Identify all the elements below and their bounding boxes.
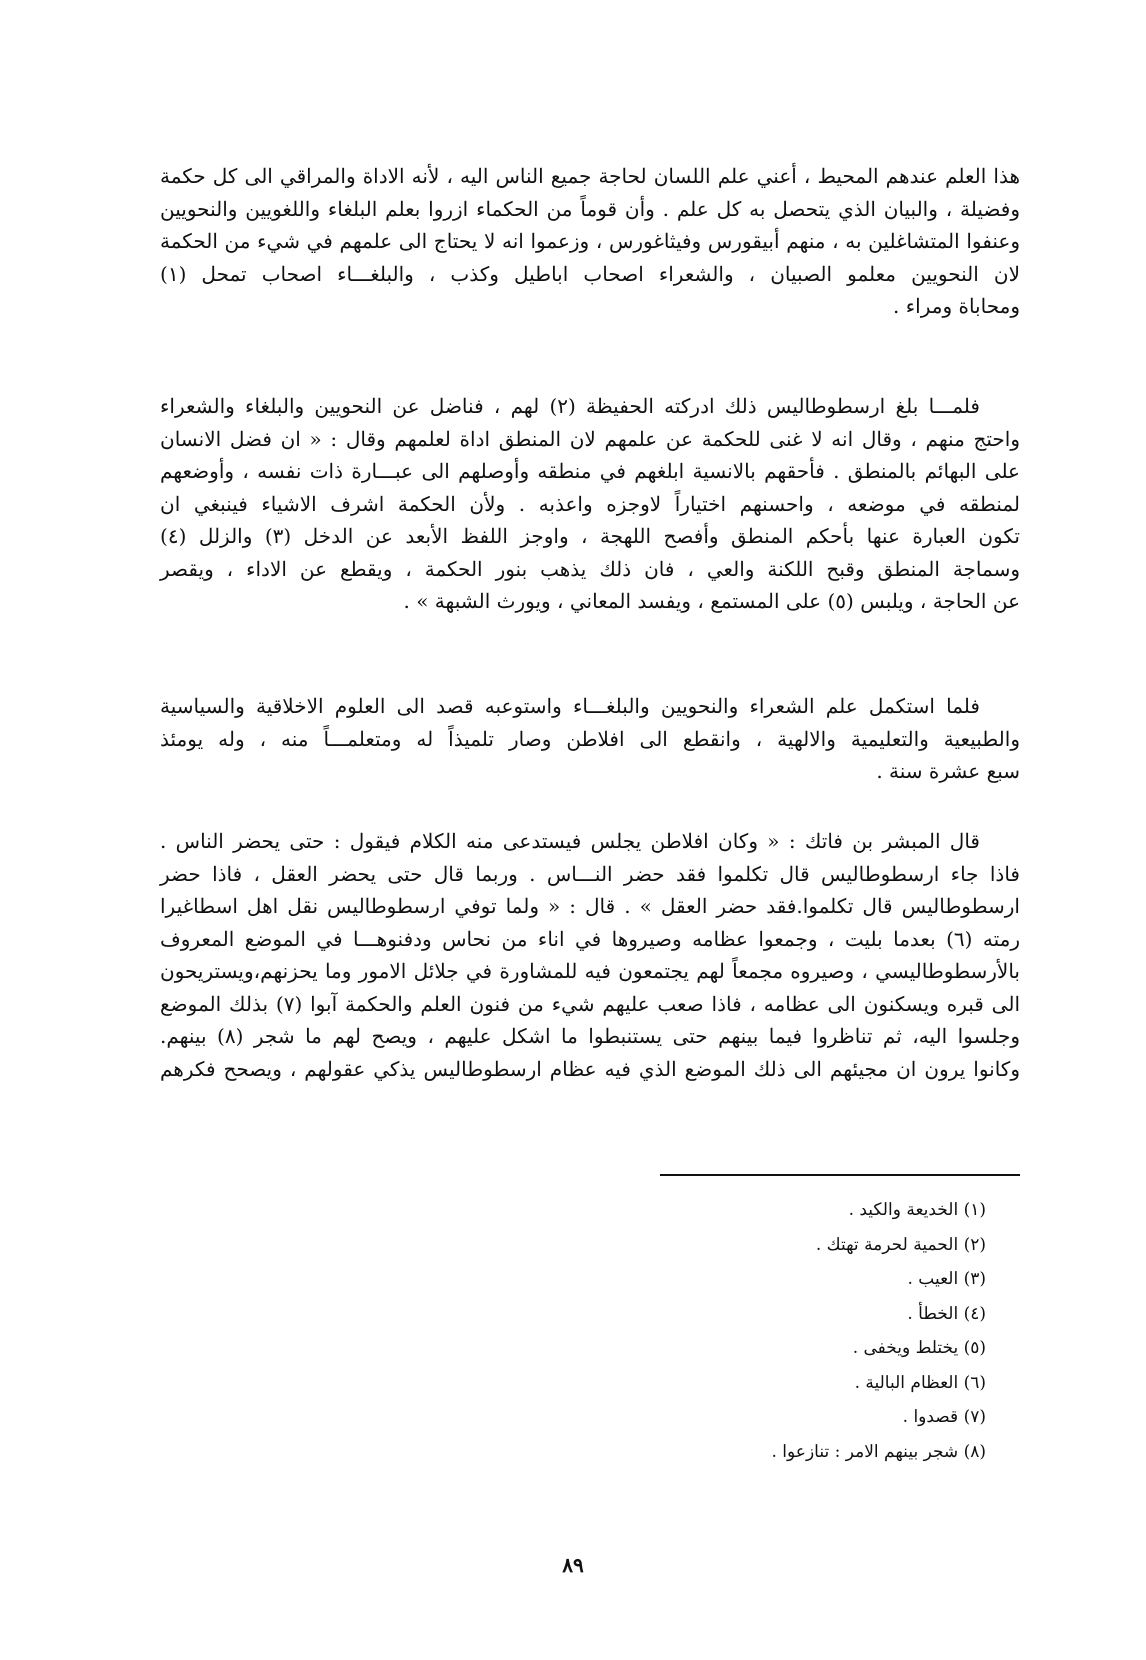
footnote-item: (١) الخديعة والكيد . <box>848 1200 986 1220</box>
text-line: ارسطوطاليس قال تكلموا.فقد حضر العقل » . قال : « ولما توفي ارسطوطاليس نقل اهل اسطاغيرا <box>160 894 1020 918</box>
footnote-item: (٢) الحمية لحرمة تهتك . <box>815 1234 986 1255</box>
text-line: وسماجة المنطق وقبح اللكنة والعي ، فان ذلك يذهب بنور الحكمة ، ويقطع عن الاداء ، ويقصر <box>160 556 1020 581</box>
paragraph-2 <box>160 390 1020 618</box>
paragraph-4 <box>160 825 1020 1085</box>
text-line: وجلسوا اليه، ثم تناظروا فيما بينهم حتى يستنبطوا ما اشكل عليهم ، ويصح لهم ما شجر (٨) بينهم. <box>160 1024 1021 1048</box>
page-number: ٨٩ <box>562 1553 584 1577</box>
footnote-item: (٨) شجر بينهم الامر : تنازعوا . <box>771 1441 986 1462</box>
text-line: لمنطقه في موضعه ، واحسنهم اختياراً لاوجزه واعذبه . ولأن الحكمة اشرف الاشياء فينبغي ان <box>160 491 1020 516</box>
footnote-item: (٦) العظام البالية . <box>854 1372 986 1393</box>
text-line: لان النحويين معلمو الصبيان ، والشعراء اصحاب اباطيل وكذب ، والبلغـــاء اصحاب تمحل (١) <box>160 261 1020 286</box>
footnotes-list <box>586 1193 986 1469</box>
text-line: فاذا جاء ارسطوطاليس قال تكلموا فقد حضر النـــاس . وربما قال حتى يحضر العقل ، فاذا حضر <box>160 861 1020 886</box>
text-line: والطبيعية والتعليمية والالهية ، وانقطع الى افلاطن وصار تلميذاً له ومتعلمـــاً منه ، وله يومئذ <box>160 726 1020 751</box>
footnote-item: (٣) العيب . <box>907 1269 986 1289</box>
text-line: على البهائم بالمنطق . فأحقهم بالانسية ابلغهم في منطقه وأوصلهم الى عبـــارة ذات نفسه ، وأوضعهم <box>160 459 1020 483</box>
paragraph-3 <box>160 690 1020 788</box>
text-line: فلمـــا بلغ ارسطوطاليس ذلك ادركته الحفيظة (٢) لهم ، فناضل عن النحويين والبلغاء والشعراء <box>160 394 980 418</box>
text-line: وفضيلة ، والبيان الذي يتحصل به كل علم . وأن قوماً من الحكماء ازروا بعلم البلغاء واللغويين والنحويين <box>160 196 1020 221</box>
text-line: هذا العلم عندهم المحيط ، أعني علم اللسان لحاجة جميع الناس اليه ، لأنه الاداة والمراقي الى كل حكمة <box>160 164 1020 188</box>
text-line: رمته (٦) بعدما بليت ، وجمعوا عظامه وصيروها في اناء من نحاس ودفنوهـــا في الموضع المعروف <box>160 926 1020 951</box>
text-line: ومحاباة ومراء . <box>893 294 1020 318</box>
text-line: عن الحاجة ، ويلبس (٥) على المستمع ، ويفسد المعاني ، ويورث الشبهة » . <box>403 589 1020 613</box>
text-line: تكون العبارة عنها بأحكم المنطق وأفصح اللهجة ، واوجز اللفظ الأبعد عن الدخل (٣) والزلل (٤) <box>160 524 1020 548</box>
footnote-item: (٤) الخطأ . <box>907 1303 986 1324</box>
text-line: بالأرسطوطاليسي ، وصيروه مجمعاً لهم يجتمعون فيه للمشاورة في جلائل الامور وما يحزنهم،ويستريحون <box>160 959 1020 983</box>
text-line: فلما استكمل علم الشعراء والنحويين والبلغـــاء واستوعبه قصد الى العلوم الاخلاقية والسياسية <box>160 694 980 718</box>
text-line: واحتج منهم ، وقال انه لا غنى للحكمة عن علمهم لان المنطق اداة لعلمهم وقال : « ان فضل الانسان <box>160 426 1020 451</box>
paragraph-1 <box>160 160 1020 323</box>
text-line: سبع عشرة سنة . <box>876 759 1020 783</box>
footnote-item: (٥) يختلط ويخفى . <box>852 1338 986 1358</box>
text-line: وعنفوا المتشاغلين به ، منهم أبيقورس وفيثاغورس ، وزعموا انه لا يحتاج الى علمهم في شيء من الحكمة <box>160 229 1020 253</box>
footnote-item: (٧) قصدوا . <box>902 1407 986 1427</box>
footnote-divider <box>660 1174 1020 1176</box>
text-line: الى قبره ويسكنون الى عظامه ، فاذا صعب عليهم شيء من فنون العلم والحكمة آبوا (٧) بذلك الموضع <box>160 991 1020 1016</box>
text-line: قال المبشر بن فاتك : « وكان افلاطن يجلس فيستدعى منه الكلام فيقول : حتى يحضر الناس . <box>160 829 980 853</box>
text-line: وكانوا يرون ان مجيئهم الى ذلك الموضع الذي فيه عظام ارسطوطاليس يذكي عقولهم ، ويصحح فكرهم <box>160 1056 1020 1081</box>
